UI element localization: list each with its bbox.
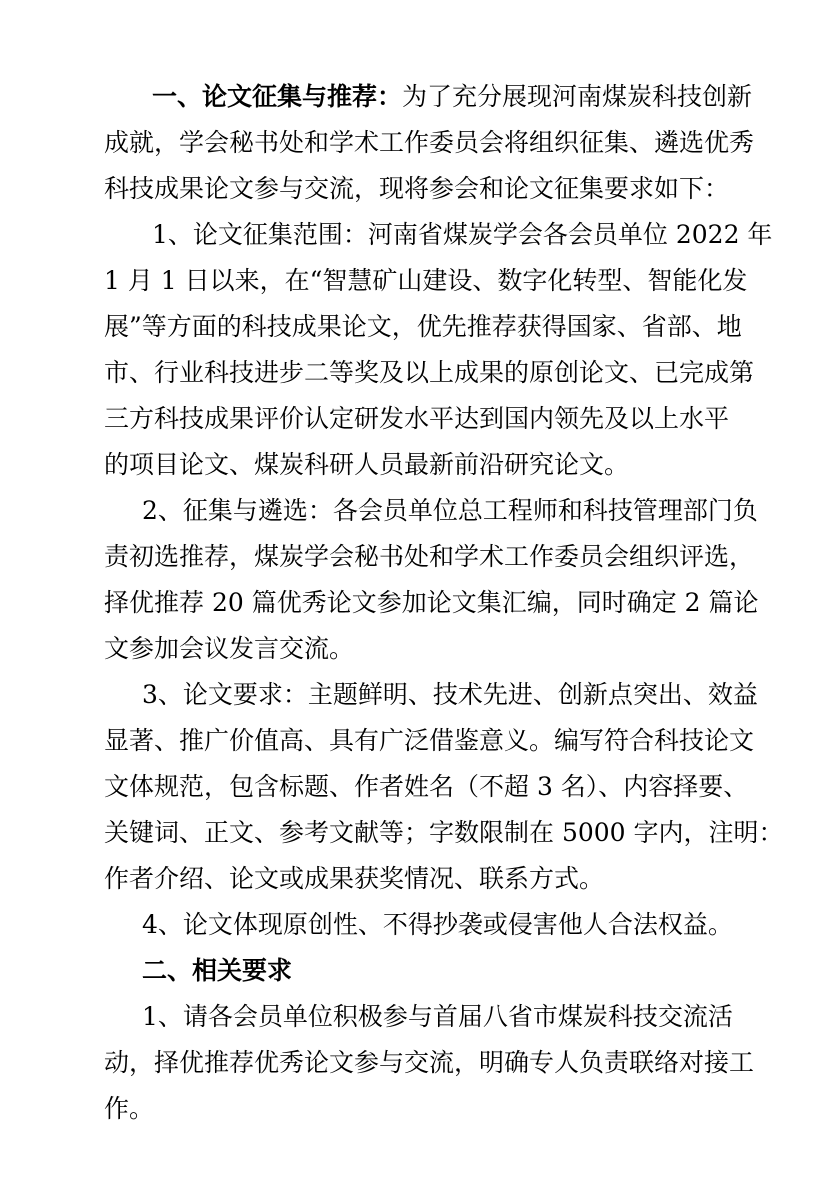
section1-heading: 一、论文征集与推荐： xyxy=(152,82,403,111)
section2-item1-line: 作。 xyxy=(104,1094,155,1123)
section1-intro-line: 为了充分展现河南煤炭科技创新 xyxy=(402,82,753,111)
section2-item1-line: 动，择优推荐优秀论文参与交流，明确专人负责联络对接工 xyxy=(104,1048,755,1077)
section2-item1-line: 1、请各会员单位积极参与首届八省市煤炭科技交流活 xyxy=(142,1002,733,1031)
item1-line: 1 月 1 日以来，在“智慧矿山建设、数字化转型、智能化发 xyxy=(104,266,748,295)
item3-line: 3、论文要求：主题鲜明、技术先进、创新点突出、效益 xyxy=(142,680,758,709)
item3-line: 关键词、正文、参考文献等；字数限制在 5000 字内，注明： xyxy=(104,818,784,847)
item2-line: 2、征集与遴选：各会员单位总工程师和科技管理部门负 xyxy=(142,496,758,525)
item1-line: 三方科技成果评价认定研发水平达到国内领先及以上水平 xyxy=(104,404,730,433)
item2-line: 责初选推荐，煤炭学会秘书处和学术工作委员会组织评选， xyxy=(104,542,755,571)
section1-intro-line: 科技成果论文参与交流，现将参会和论文征集要求如下： xyxy=(104,174,730,203)
item1-line: 的项目论文、煤炭科研人员最新前沿研究论文。 xyxy=(104,450,630,479)
section2-heading: 二、相关要求 xyxy=(142,956,293,985)
item3-line: 文体规范，包含标题、作者姓名（不超 3 名）、内容择要、 xyxy=(104,772,749,801)
section1-intro-line: 成就，学会秘书处和学术工作委员会将组织征集、遴选优秀 xyxy=(104,128,755,157)
item1-line: 1、论文征集范围：河南省煤炭学会各会员单位 2022 年 xyxy=(152,220,773,249)
item2-line: 文参加会议发言交流。 xyxy=(104,634,355,663)
item1-line: 展”等方面的科技成果论文，优先推荐获得国家、省部、地 xyxy=(104,312,742,341)
item1-line: 市、行业科技进步二等奖及以上成果的原创论文、已完成第 xyxy=(104,358,755,387)
document-page xyxy=(104,74,784,1132)
item2-line: 择优推荐 20 篇优秀论文参加论文集汇编，同时确定 2 篇论 xyxy=(104,588,759,617)
section1-first-line xyxy=(104,74,753,120)
item3-line: 作者介绍、论文或成果获奖情况、联系方式。 xyxy=(104,864,605,893)
item4-line: 4、论文体现原创性、不得抄袭或侵害他人合法权益。 xyxy=(142,910,733,939)
item3-line: 显著、推广价值高、具有广泛借鉴意义。编写符合科技论文 xyxy=(104,726,755,755)
